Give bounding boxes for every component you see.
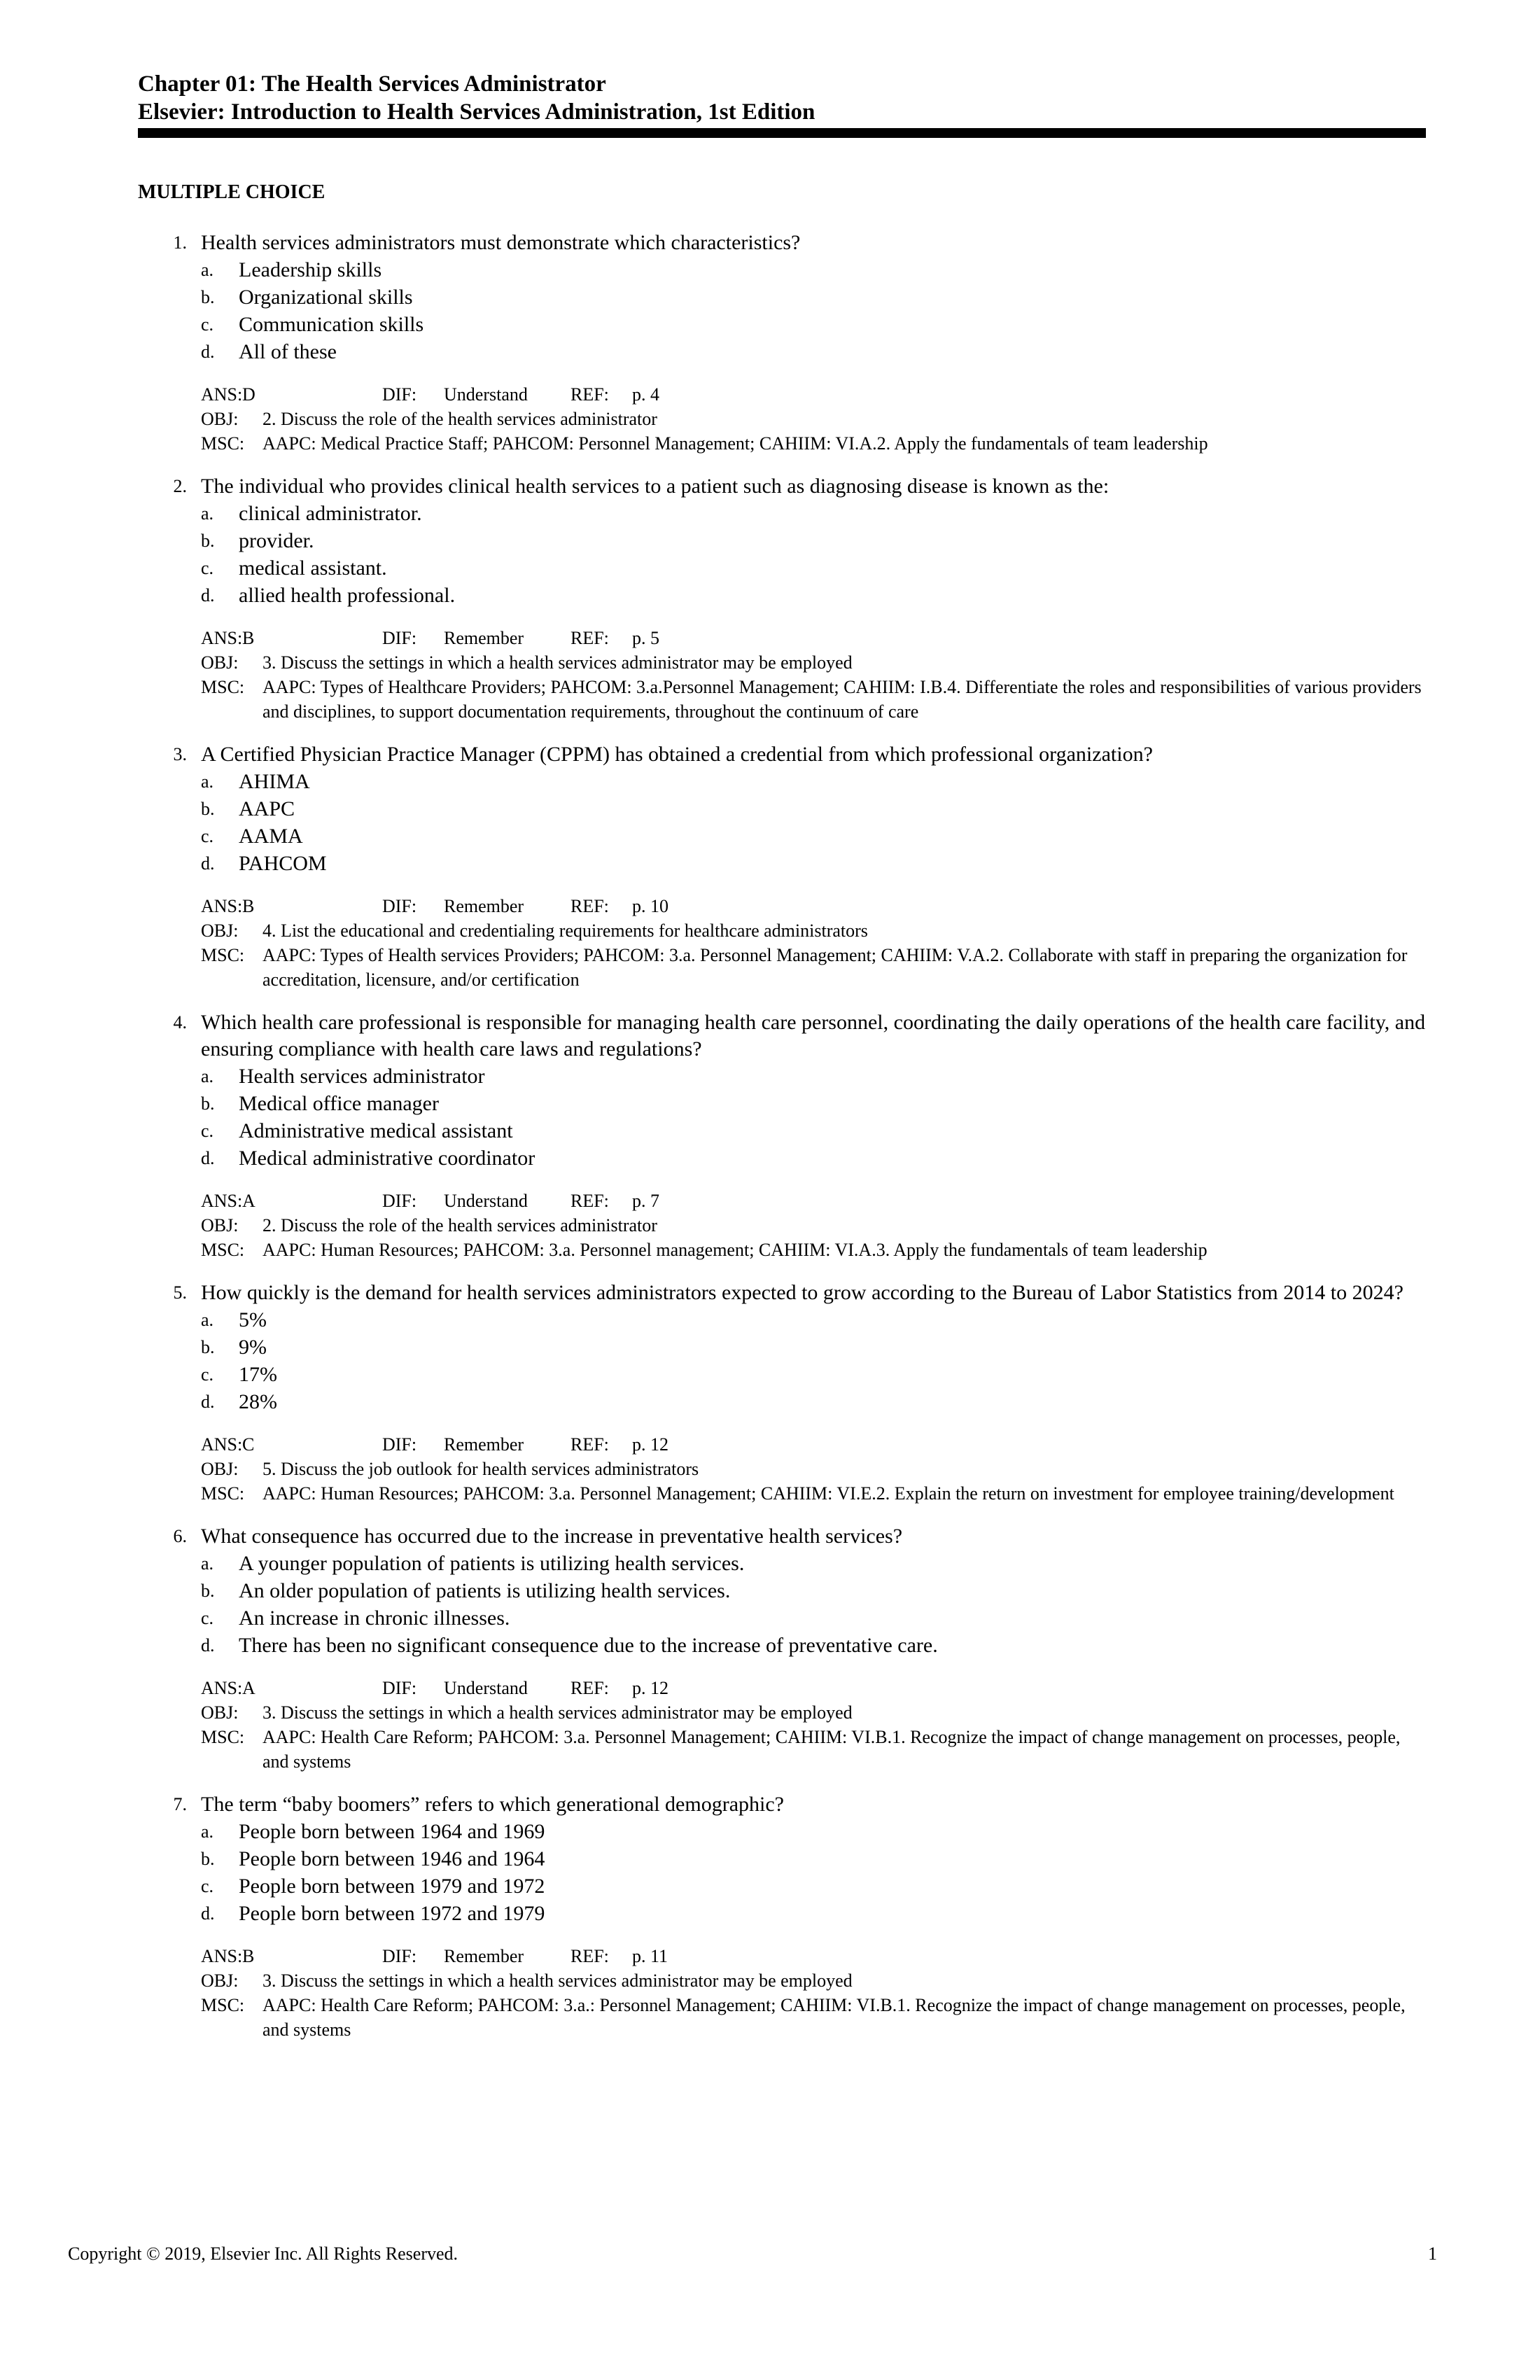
question-stem: How quickly is the demand for health services administrators expected to grow according to the Bureau of Labor Statistics from 2014 to 2024? xyxy=(201,1281,1404,1304)
reference-label: REF: xyxy=(570,384,609,405)
choice-letter: b. xyxy=(201,799,215,819)
choice-letter: a. xyxy=(201,1553,214,1574)
choice-text: AAMA xyxy=(239,825,303,848)
choice-text: 17% xyxy=(239,1363,277,1386)
choice-letter: c. xyxy=(201,1121,214,1141)
msc-row xyxy=(201,1725,1426,1774)
choice-item xyxy=(138,1550,1426,1577)
choice-item xyxy=(138,527,1426,554)
choice-letter: c. xyxy=(201,558,214,578)
choice-text: 9% xyxy=(239,1336,267,1359)
choice-letter: d. xyxy=(201,585,215,606)
choice-text: 28% xyxy=(239,1390,277,1413)
objective-row xyxy=(201,407,1426,431)
choice-text: Medical office manager xyxy=(239,1092,439,1115)
choice-text: People born between 1972 and 1979 xyxy=(239,1902,545,1925)
answer-metadata xyxy=(138,626,1426,724)
choice-item xyxy=(138,850,1426,877)
msc-label: MSC: xyxy=(201,1727,245,1747)
choice-letter: a. xyxy=(201,1310,214,1330)
choice-letter: a. xyxy=(201,260,214,280)
question-stem-row xyxy=(138,1791,1426,1818)
choice-list xyxy=(138,256,1426,365)
choice-text: People born between 1979 and 1972 xyxy=(239,1875,545,1898)
choice-list xyxy=(138,1063,1426,1172)
objective-label: OBJ: xyxy=(201,1215,239,1236)
msc-row xyxy=(201,675,1426,724)
choice-text: There has been no significant consequence due to the increase of preventative care. xyxy=(239,1634,938,1657)
question-stem: Which health care professional is responsible for managing health care personnel, coordinating the daily operations of the health care facility, and ensuring compliance with health care laws and regulations? xyxy=(201,1011,1426,1060)
page-header xyxy=(138,70,1426,126)
objective-row xyxy=(201,918,1426,943)
choice-text: People born between 1964 and 1969 xyxy=(239,1820,545,1843)
msc-row xyxy=(201,943,1426,992)
question-number: 6. xyxy=(173,1526,187,1546)
choice-text: AHIMA xyxy=(239,770,310,793)
choice-item xyxy=(138,1063,1426,1090)
msc-row xyxy=(201,1481,1426,1506)
choice-item xyxy=(138,500,1426,527)
choice-text: Leadership skills xyxy=(239,258,382,281)
answer-metadata xyxy=(138,382,1426,456)
answer-value: D xyxy=(242,384,255,405)
reference-value: p. 12 xyxy=(632,1434,668,1455)
difficulty-value: Remember xyxy=(444,1946,524,1966)
difficulty-value: Remember xyxy=(444,628,524,648)
reference-label: REF: xyxy=(570,1678,609,1698)
choice-letter: d. xyxy=(201,1392,215,1412)
question-stem-row xyxy=(138,473,1426,500)
reference-label: REF: xyxy=(570,896,609,916)
question-stem: A Certified Physician Practice Manager (CPPM) has obtained a credential from which professional organization? xyxy=(201,743,1153,766)
choice-item xyxy=(138,795,1426,822)
reference-label: REF: xyxy=(570,1434,609,1455)
chapter-title: Chapter 01: The Health Services Administrator xyxy=(138,71,606,97)
choice-letter: c. xyxy=(201,314,214,335)
question-stem: What consequence has occurred due to the increase in preventative health services? xyxy=(201,1525,903,1548)
copyright-notice: Copyright © 2019, Elsevier Inc. All Rights Reserved. xyxy=(68,2244,458,2264)
objective-label: OBJ: xyxy=(201,1702,239,1723)
choice-item xyxy=(138,1872,1426,1900)
choice-text: Administrative medical assistant xyxy=(239,1119,513,1142)
choice-item xyxy=(138,338,1426,365)
choice-letter: b. xyxy=(201,531,215,551)
choice-text: AAPC xyxy=(239,797,295,820)
answer-row xyxy=(201,382,1426,407)
choice-item xyxy=(138,1818,1426,1845)
objective-row xyxy=(201,1968,1426,1993)
answer-value: B xyxy=(242,628,255,648)
question-stem-row xyxy=(138,1280,1426,1306)
answer-row xyxy=(201,1189,1426,1213)
answer-label: ANS: xyxy=(201,1678,243,1698)
msc-label: MSC: xyxy=(201,1240,245,1260)
question-list xyxy=(138,230,1426,2059)
choice-text: People born between 1946 and 1964 xyxy=(239,1847,545,1870)
question-stem-row xyxy=(138,741,1426,768)
objective-label: OBJ: xyxy=(201,1459,239,1479)
msc-text: AAPC: Human Resources; PAHCOM: 3.a. Personnel Management; CAHIIM: VI.E.2. Explain the return on investment for employee training/development xyxy=(262,1483,1394,1504)
choice-item xyxy=(138,554,1426,582)
choice-letter: a. xyxy=(201,503,214,524)
choice-list xyxy=(138,768,1426,877)
reference-label: REF: xyxy=(570,628,609,648)
choice-letter: d. xyxy=(201,342,215,362)
msc-row xyxy=(201,431,1426,456)
choice-item xyxy=(138,1845,1426,1872)
choice-item xyxy=(138,256,1426,284)
answer-metadata xyxy=(138,1944,1426,2042)
choice-text: All of these xyxy=(239,340,337,363)
answer-row xyxy=(201,1432,1426,1457)
choice-item xyxy=(138,1144,1426,1172)
difficulty-value: Remember xyxy=(444,896,524,916)
choice-text: A younger population of patients is utilizing health services. xyxy=(239,1552,745,1575)
objective-row xyxy=(201,1700,1426,1725)
msc-text: AAPC: Medical Practice Staff; PAHCOM: Personnel Management; CAHIIM: VI.A.2. Apply the fundamentals of team leadership xyxy=(262,433,1208,454)
question-item xyxy=(138,473,1426,724)
choice-letter: d. xyxy=(201,853,215,874)
choice-item xyxy=(138,284,1426,311)
question-stem: The term “baby boomers” refers to which generational demographic? xyxy=(201,1793,784,1816)
objective-text: 2. Discuss the role of the health services administrator xyxy=(262,1215,657,1236)
question-stem-row xyxy=(138,1523,1426,1550)
choice-letter: d. xyxy=(201,1635,215,1656)
answer-row xyxy=(201,1944,1426,1968)
msc-text: AAPC: Health Care Reform; PAHCOM: 3.a.: Personnel Management; CAHIIM: VI.B.1. Recognize the impact of change management on processes, people, and systems xyxy=(262,1995,1406,2040)
msc-label: MSC: xyxy=(201,677,245,697)
answer-value: B xyxy=(242,1946,255,1966)
difficulty-label: DIF: xyxy=(382,384,417,405)
choice-item xyxy=(138,1900,1426,1927)
reference-value: p. 12 xyxy=(632,1678,668,1698)
answer-label: ANS: xyxy=(201,1434,243,1455)
choice-letter: b. xyxy=(201,1849,215,1869)
answer-label: ANS: xyxy=(201,1946,243,1966)
book-title: Elsevier: Introduction to Health Services Administration, 1st Edition xyxy=(138,99,816,125)
choice-text: Communication skills xyxy=(239,313,424,336)
objective-label: OBJ: xyxy=(201,1970,239,1991)
choice-item xyxy=(138,1117,1426,1144)
choice-letter: a. xyxy=(201,771,214,792)
choice-text: clinical administrator. xyxy=(239,502,422,525)
msc-row xyxy=(201,1993,1426,2042)
section-heading: MULTIPLE CHOICE xyxy=(138,181,326,203)
choice-item xyxy=(138,1090,1426,1117)
answer-metadata xyxy=(138,894,1426,992)
choice-letter: b. xyxy=(201,287,215,307)
choice-letter: d. xyxy=(201,1148,215,1168)
msc-text: AAPC: Human Resources; PAHCOM: 3.a. Personnel management; CAHIIM: VI.A.3. Apply the fundamentals of team leadership xyxy=(262,1240,1208,1260)
objective-text: 3. Discuss the settings in which a health services administrator may be employed xyxy=(262,652,853,673)
objective-text: 3. Discuss the settings in which a health services administrator may be employed xyxy=(262,1702,853,1723)
choice-letter: c. xyxy=(201,1608,214,1628)
objective-label: OBJ: xyxy=(201,920,239,941)
choice-item xyxy=(138,1604,1426,1632)
answer-metadata xyxy=(138,1676,1426,1774)
choice-letter: c. xyxy=(201,826,214,846)
difficulty-label: DIF: xyxy=(382,896,417,916)
choice-letter: a. xyxy=(201,1066,214,1086)
choice-text: medical assistant. xyxy=(239,556,387,580)
choice-letter: c. xyxy=(201,1876,214,1896)
question-stem-row xyxy=(138,1009,1426,1063)
msc-label: MSC: xyxy=(201,433,245,454)
choice-item xyxy=(138,1388,1426,1415)
question-number: 7. xyxy=(173,1794,187,1814)
answer-label: ANS: xyxy=(201,1191,243,1211)
difficulty-value: Understand xyxy=(444,1678,528,1698)
reference-value: p. 10 xyxy=(632,896,668,916)
answer-value: C xyxy=(242,1434,255,1455)
answer-row xyxy=(201,626,1426,650)
difficulty-label: DIF: xyxy=(382,1678,417,1698)
choice-item xyxy=(138,822,1426,850)
choice-item xyxy=(138,1577,1426,1604)
question-item xyxy=(138,1791,1426,2042)
choice-letter: a. xyxy=(201,1821,214,1842)
difficulty-value: Remember xyxy=(444,1434,524,1455)
answer-metadata xyxy=(138,1432,1426,1506)
question-item xyxy=(138,230,1426,456)
msc-text: AAPC: Health Care Reform; PAHCOM: 3.a. Personnel Management; CAHIIM: VI.B.1. Recognize the impact of change management on processes, people, and systems xyxy=(262,1727,1401,1772)
question-number: 3. xyxy=(173,744,187,764)
objective-text: 5. Discuss the job outlook for health services administrators xyxy=(262,1459,699,1479)
choice-letter: b. xyxy=(201,1337,215,1357)
msc-text: AAPC: Types of Healthcare Providers; PAHCOM: 3.a.Personnel Management; CAHIIM: I.B.4. Differentiate the roles and responsibilities of various providers and disciplines, to support documentation requirements, throughout the continuum of care xyxy=(262,677,1422,722)
answer-value: B xyxy=(242,896,255,916)
question-number: 1. xyxy=(173,232,187,253)
objective-row xyxy=(201,650,1426,675)
reference-value: p. 7 xyxy=(632,1191,659,1211)
page-number: 1 xyxy=(1428,2244,1437,2264)
reference-value: p. 5 xyxy=(632,628,659,648)
reference-label: REF: xyxy=(570,1191,609,1211)
msc-text: AAPC: Types of Health services Providers; PAHCOM: 3.a. Personnel Management; CAHIIM: V.A.2. Collaborate with staff in preparing the organization for accreditation, licensure, and/or certification xyxy=(262,945,1408,990)
objective-row xyxy=(201,1213,1426,1238)
choice-text: Health services administrator xyxy=(239,1065,485,1088)
question-number: 5. xyxy=(173,1282,187,1303)
choice-list xyxy=(138,500,1426,609)
answer-label: ANS: xyxy=(201,896,243,916)
objective-row xyxy=(201,1457,1426,1481)
difficulty-label: DIF: xyxy=(382,628,417,648)
reference-label: REF: xyxy=(570,1946,609,1966)
objective-label: OBJ: xyxy=(201,409,239,429)
choice-text: Organizational skills xyxy=(239,286,413,309)
question-number: 4. xyxy=(173,1012,187,1032)
answer-metadata xyxy=(138,1189,1426,1262)
answer-row xyxy=(201,1676,1426,1700)
answer-value: A xyxy=(242,1191,255,1211)
choice-letter: c. xyxy=(201,1364,214,1385)
objective-text: 3. Discuss the settings in which a health services administrator may be employed xyxy=(262,1970,853,1991)
choice-item xyxy=(138,1361,1426,1388)
difficulty-label: DIF: xyxy=(382,1191,417,1211)
difficulty-label: DIF: xyxy=(382,1434,417,1455)
choice-letter: d. xyxy=(201,1903,215,1924)
objective-text: 2. Discuss the role of the health services administrator xyxy=(262,409,657,429)
msc-label: MSC: xyxy=(201,1483,245,1504)
choice-item xyxy=(138,1306,1426,1334)
choice-list xyxy=(138,1306,1426,1415)
difficulty-value: Understand xyxy=(444,1191,528,1211)
answer-value: A xyxy=(242,1678,255,1698)
difficulty-label: DIF: xyxy=(382,1946,417,1966)
choice-item xyxy=(138,582,1426,609)
answer-row xyxy=(201,894,1426,918)
choice-item xyxy=(138,1334,1426,1361)
choice-list xyxy=(138,1818,1426,1927)
choice-text: provider. xyxy=(239,529,314,552)
choice-text: Medical administrative coordinator xyxy=(239,1147,536,1170)
question-stem: The individual who provides clinical health services to a patient such as diagnosing disease is known as the: xyxy=(201,475,1110,498)
choice-letter: b. xyxy=(201,1581,215,1601)
choice-text: An older population of patients is utilizing health services. xyxy=(239,1579,731,1602)
choice-letter: b. xyxy=(201,1093,215,1114)
reference-value: p. 4 xyxy=(632,384,659,405)
choice-text: 5% xyxy=(239,1308,267,1331)
choice-item xyxy=(138,768,1426,795)
question-item xyxy=(138,1523,1426,1774)
choice-item xyxy=(138,311,1426,338)
answer-label: ANS: xyxy=(201,384,243,405)
reference-value: p. 11 xyxy=(632,1946,668,1966)
question-stem: Health services administrators must demonstrate which characteristics? xyxy=(201,231,801,254)
choice-list xyxy=(138,1550,1426,1659)
question-number: 2. xyxy=(173,476,187,496)
question-item xyxy=(138,1009,1426,1262)
msc-label: MSC: xyxy=(201,1995,245,2015)
msc-label: MSC: xyxy=(201,945,245,965)
msc-row xyxy=(201,1238,1426,1262)
objective-text: 4. List the educational and credentialing requirements for healthcare administrators xyxy=(262,920,868,941)
question-item xyxy=(138,741,1426,992)
difficulty-value: Understand xyxy=(444,384,528,405)
choice-text: allied health professional. xyxy=(239,584,456,607)
question-item xyxy=(138,1280,1426,1506)
choice-text: An increase in chronic illnesses. xyxy=(239,1606,510,1630)
header-rule xyxy=(138,128,1426,138)
objective-label: OBJ: xyxy=(201,652,239,673)
choice-item xyxy=(138,1632,1426,1659)
answer-label: ANS: xyxy=(201,628,243,648)
choice-text: PAHCOM xyxy=(239,852,327,875)
question-stem-row xyxy=(138,230,1426,256)
